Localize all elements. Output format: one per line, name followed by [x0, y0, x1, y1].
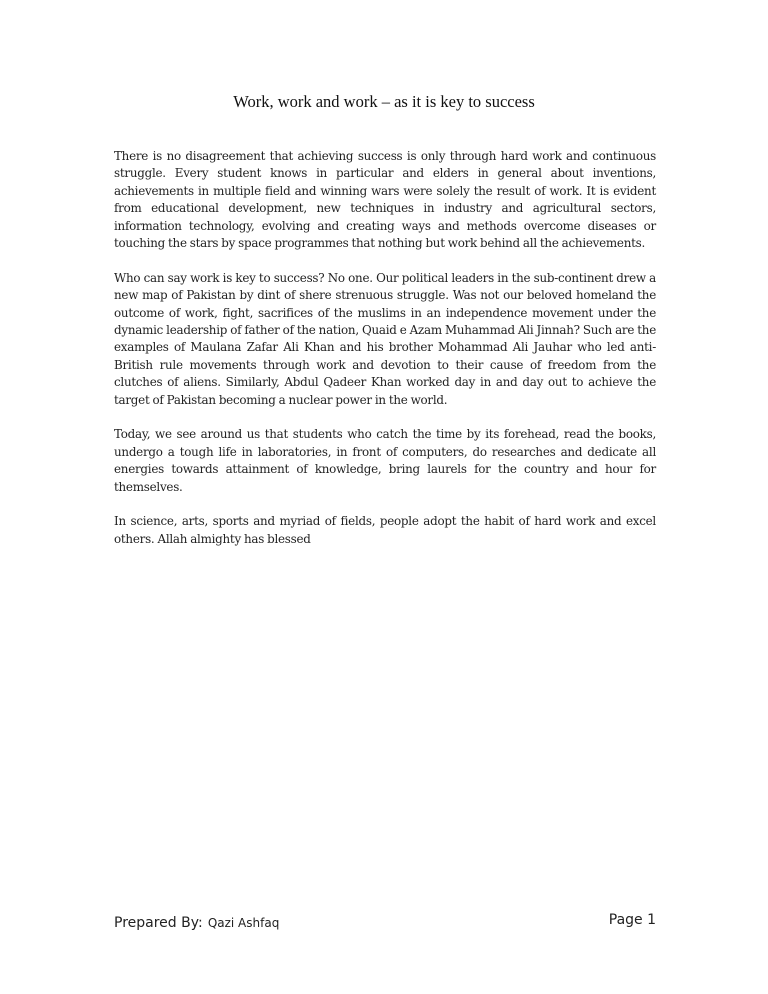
paragraph-1: There is no disagreement that achieving success is only through hard work and continuous struggle. Every student knows in particular and elders in general about inventions, achievements in multiple field and winning wars were solely the result of work. It is evident from educational development, new techniques in industry and agricultural sectors, information technology, evolving and creating ways and methods overcome diseases or touching the stars by space programmes that nothing but work behind all the achievements.	[114, 149, 656, 251]
footer-prepared-by	[114, 912, 279, 931]
document-body	[114, 148, 656, 566]
paragraph-3: Today, we see around us that students who catch the time by its forehead, read the books, undergo a tough life in laboratories, in front of computers, do researches and dedicate all energies towards attainment of knowledge, bring laurels for the country and hour for themselves.	[114, 427, 656, 494]
document-title: Work, work and work – as it is key to success	[233, 92, 535, 111]
page-number: Page 1	[608, 912, 656, 928]
prepared-by-label: Prepared By:	[114, 915, 203, 931]
paragraph-2: Who can say work is key to success? No one. Our political leaders in the sub-continent drew a new map of Pakistan by dint of shere strenuous struggle. Was not our beloved homeland the outcome of work, fight, sacrifices of the muslims in an independence movement under the dynamic leadership of father of the nation, Quaid e Azam Muhammad Ali Jinnah? Such are the examples of Maulana Zafar Ali Khan and his brother Mohammad Ali Jauhar who led anti-British rule movements through work and devotion to their cause of freedom from the clutches of aliens. Similarly, Abdul Qadeer Khan worked day in and day out to achieve the target of Pakistan becoming a nuclear power in the world.	[114, 270, 656, 407]
author-name: Qazi Ashfaq	[207, 916, 280, 930]
paragraph-4: In science, arts, sports and myriad of fields, people adopt the habit of hard work and excel others. Allah almighty has blessed	[114, 514, 656, 546]
